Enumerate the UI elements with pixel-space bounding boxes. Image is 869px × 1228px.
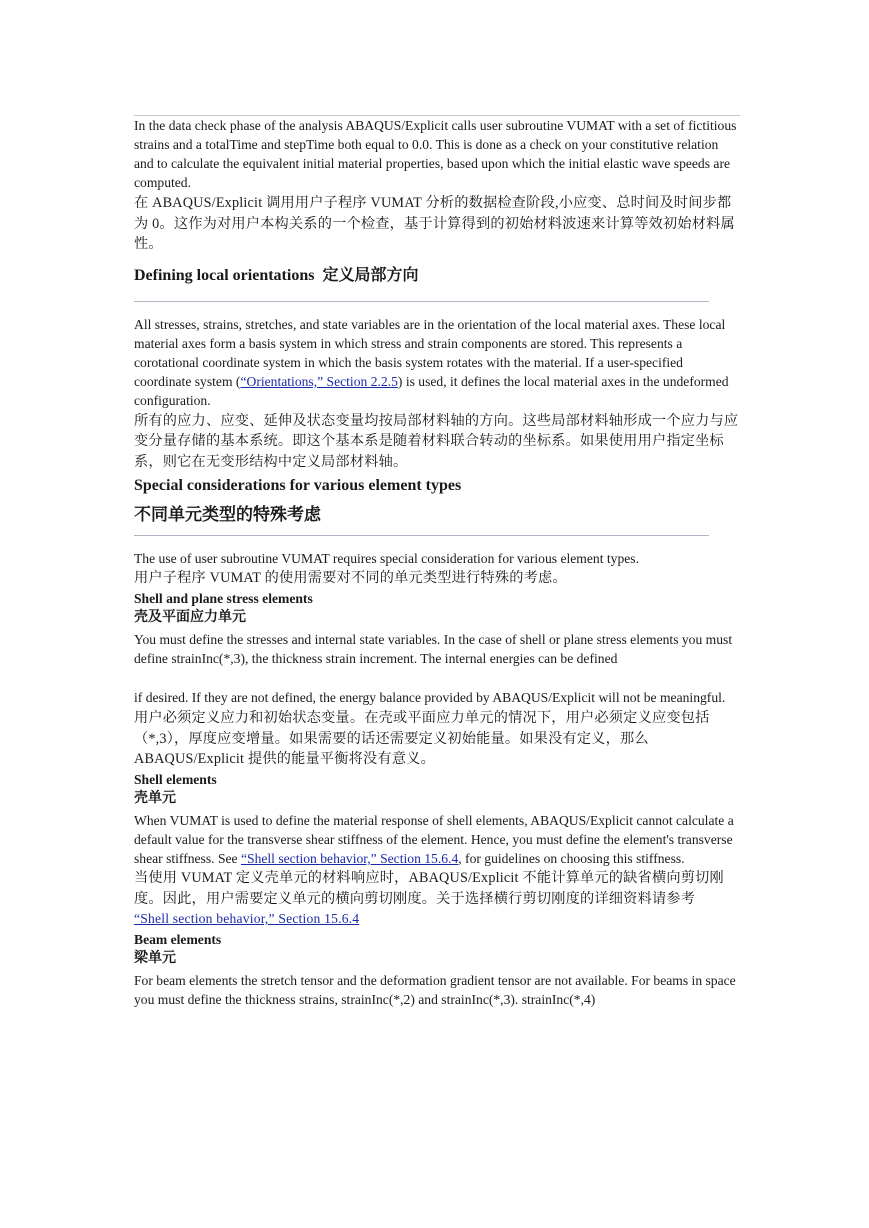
subsection-heading-zh: 壳单元 xyxy=(134,790,176,806)
paragraph-text: 当使用 VUMAT 定义壳单元的材料响应时，ABAQUS/Explicit 不能计算单元的缺省横向剪切刚度。因此，用户需要定义单元的横向剪切刚度。关于选择横行剪切刚度的详细资料请参考 xyxy=(134,869,724,907)
beam-paragraph-en: For beam elements the stretch tensor and the deformation gradient tensor are not available. For beams in space you must define the thickness strains, strainInc(*,2) and strainInc(*,3). strainInc(*,4) xyxy=(134,972,736,1007)
shell-section-behavior-link[interactable]: “Shell section behavior,” Section 15.6.4 xyxy=(240,850,459,866)
shell-plane-paragraph-zh: 用户必须定义应力和初始状态变量。在壳或平面应力单元的情况下，用户必须定义应变包括（*,3），厚度应变增量。如果需要的话还需要定义初始能量。如果没有定义，那么 ABAQUS/Explicit 提供的能量平衡将没有意义。 xyxy=(134,710,710,768)
paragraph-text: All stresses, strains, stretches, and state variables are in the orientation of the local material axes. These local material axes form a basis system in which stress and strain components are stored. This represents a corotational coordinate system in which the basis system rotates with the material. If a user-specified coordinate system ( xyxy=(134,316,726,389)
subsection-heading-zh: 梁单元 xyxy=(134,950,176,966)
subsection-heading-zh: 壳及平面应力单元 xyxy=(134,610,246,626)
shell-paragraph-zh xyxy=(134,868,740,930)
subsection-heading-en: Shell and plane stress elements xyxy=(134,591,313,607)
special-paragraph-zh: 用户子程序 VUMAT 的使用需要对不同的单元类型进行特殊的考虑。 xyxy=(134,569,567,586)
shell-plane-paragraph-en-2: if desired. If they are not defined, the energy balance provided by ABAQUS/Explicit will not be meaningful. xyxy=(134,690,726,706)
local-orientations-paragraph-en xyxy=(134,315,740,410)
shell-plane-paragraph-en-1: You must define the stresses and internal state variables. In the case of shell or plane stress elements you must define strainInc(*,3), the thickness strain increment. The internal energies can be defined xyxy=(134,632,733,667)
intro-paragraph-zh: 在 ABAQUS/Explicit 调用用户子程序 VUMAT 分析的数据检查阶段,小应变、总时间及时间步都为 0。这作为对用户本构关系的一个检查，基于计算得到的初始材料波速来计算等效初始材料属性。 xyxy=(134,195,735,253)
intro-block xyxy=(134,116,740,255)
subsection-heading-en: Beam elements xyxy=(134,931,222,947)
shell-section xyxy=(134,770,740,930)
orientations-link[interactable]: “Orientations,” Section 2.2.5 xyxy=(240,373,398,389)
section-heading-zh: 不同单元类型的特殊考虑 xyxy=(134,504,321,524)
special-considerations-section xyxy=(134,475,740,589)
shell-paragraph-en xyxy=(134,811,740,868)
special-paragraph-en: The use of user subroutine VUMAT requires special consideration for various element types. xyxy=(134,550,639,566)
paragraph-text: ) is used, it defines the local material axes in the undeformed configuration. xyxy=(134,373,729,408)
intro-paragraph-en: In the data check phase of the analysis ABAQUS/Explicit calls user subroutine VUMAT with a set of fictitious strains and a totalTime and stepTime both equal to 0.0. This is done as a check on your constitutive relation and to calculate the equivalent initial material properties, based upon which the initial elastic wave speeds are computed. xyxy=(134,118,737,190)
paragraph-text: , for guidelines on choosing this stiffness. xyxy=(458,850,685,866)
section-heading xyxy=(134,265,740,287)
shell-section-behavior-link-zh[interactable]: “Shell section behavior,” Section 15.6.4 xyxy=(134,911,360,927)
heading-en: Defining local orientations xyxy=(134,266,315,284)
beam-section xyxy=(134,930,740,1009)
subsection-heading-en: Shell elements xyxy=(134,771,217,787)
heading-zh: 定义局部方向 xyxy=(322,266,419,284)
section-divider xyxy=(134,301,709,302)
document-page xyxy=(134,106,740,1009)
local-orientations-section xyxy=(134,265,740,473)
section-heading-en: Special considerations for various element types xyxy=(134,476,462,494)
local-orientations-paragraph-zh: 所有的应力、应变、延伸及状态变量均按局部材料轴的方向。这些局部材料轴形成一个应力与应变分量存储的基本系统。即这个基本系是随着材料联合转动的坐标系。如果使用用户指定坐标系，则它在无变形结构中定义局部材料轴。 xyxy=(134,412,739,470)
section-divider xyxy=(134,535,709,536)
paragraph-text: When VUMAT is used to define the material response of shell elements, ABAQUS/Explicit cannot calculate a default value for the transverse shear stiffness of the element. Hence, you must define the element's transverse shear stiffness. See xyxy=(134,812,734,866)
shell-plane-section xyxy=(134,589,740,770)
